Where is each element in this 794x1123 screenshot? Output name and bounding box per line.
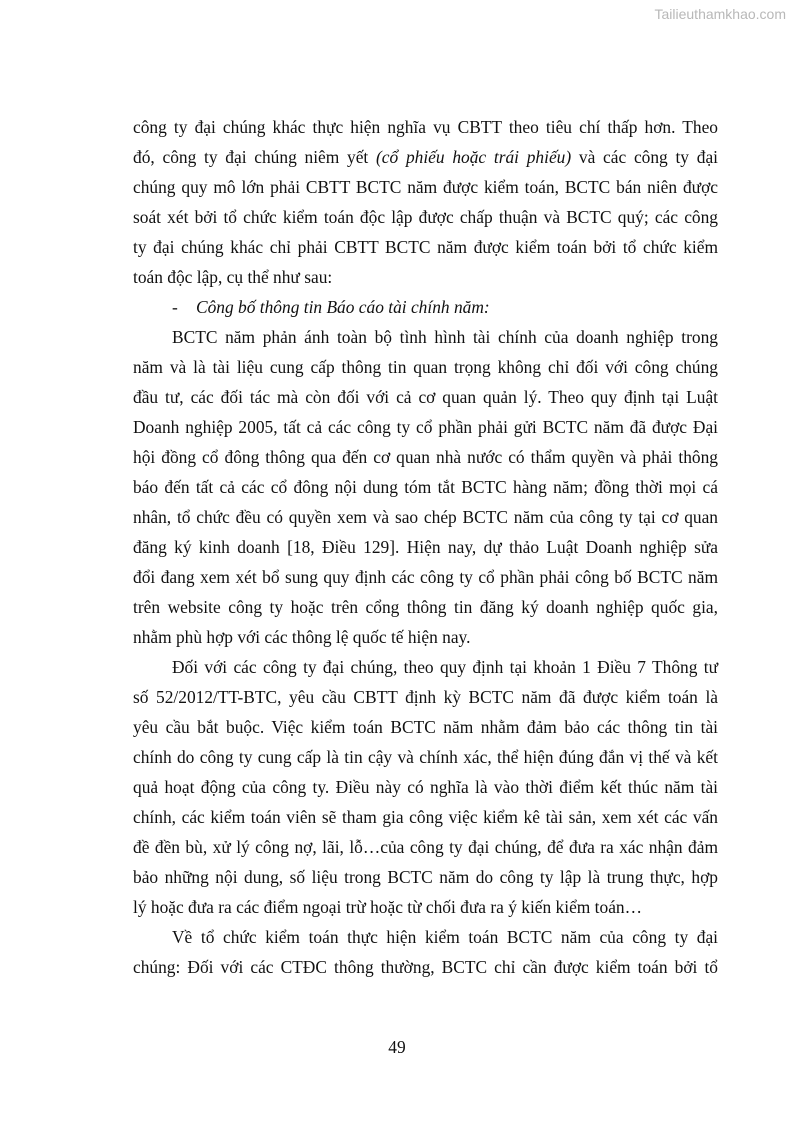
text-line [133,746,718,768]
line-text: soát xét bởi tổ chức kiểm toán độc lập được chấp thuận và BCTC quý; các công [133,207,718,227]
line-text: đầu tư, các đối tác mà còn đối với cả cơ quan quản lý. Theo quy định tại Luật [133,387,718,407]
line-text: số 52/2012/TT-BTC, yêu cầu CBTT định kỳ BCTC năm đã được kiểm toán là [133,687,718,707]
line-text: lý hoặc đưa ra các điểm ngoại trừ hoặc từ chối đưa ra ý kiến kiểm toán… [133,897,642,917]
text-line [133,506,718,528]
line-text: toán độc lập, cụ thể như sau: [133,267,333,287]
line-text: trên website công ty hoặc trên cổng thông tin đăng ký doanh nghiệp quốc gia, [133,597,718,617]
line-text: nhằm phù hợp với các thông lệ quốc tế hiện nay. [133,627,471,647]
line-text: bảo những nội dung, số liệu trong BCTC năm do công ty lập là trung thực, hợp [133,867,718,887]
italic-text: (cổ phiếu hoặc trái phiếu) [376,147,572,167]
text-line [133,776,718,798]
text-line [133,866,718,888]
line-text: báo đến tất cả các cổ đông nội dung tóm tắt BCTC hàng năm; đồng thời mọi cá [133,477,718,497]
text-line [133,536,718,558]
line-text: đăng ký kinh doanh [18, Điều 129]. Hiện nay, dự thảo Luật Doanh nghiệp sửa [133,537,718,557]
line-text: đề đền bù, xử lý công nợ, lãi, lỗ…của công ty đại chúng, để đưa ra xác nhận đảm [133,837,718,857]
page-number: 49 [388,1037,406,1057]
text-line [133,806,718,828]
line-text: đổi đang xem xét bổ sung quy định các công ty cổ phần phải công bố BCTC năm [133,567,718,587]
line-text: Doanh nghiệp 2005, tất cả các công ty cổ phần phải gửi BCTC năm đã được Đại [133,417,718,437]
text-line [133,206,718,228]
watermark: Tailieuthamkhao.com [654,6,786,22]
line-text: Về tổ chức kiểm toán thực hiện kiểm toán BCTC năm của công ty đại [172,927,718,947]
line-text: và các công ty đại [571,147,718,167]
text-line [172,926,718,948]
text-line [133,716,718,738]
text-line [172,656,718,678]
text-line [133,116,718,138]
line-text: BCTC năm phản ánh toàn bộ tình hình tài chính của doanh nghiệp trong [172,327,718,347]
text-line [133,476,718,498]
text-line [133,146,718,168]
text-line [133,686,718,708]
line-text: chúng quy mô lớn phải CBTT BCTC năm được kiểm toán, BCTC bán niên được [133,177,718,197]
text-line [133,626,718,648]
text-line [133,356,718,378]
text-line [133,236,718,258]
line-text: đó, công ty đại chúng niêm yết [133,147,376,167]
line-text: nhân, tổ chức đều có quyền xem và sao chép BCTC năm của công ty tại cơ quan [133,507,718,527]
line-text: năm và là tài liệu cung cấp thông tin quan trọng không chỉ đối với công chúng [133,357,718,377]
line-text: chúng: Đối với các CTĐC thông thường, BCTC chỉ cần được kiểm toán bởi tổ [133,957,718,977]
text-line [133,596,718,618]
line-text: - [172,297,178,317]
line-text: hội đồng cổ đông thông qua đến cơ quan nhà nước có thẩm quyền và phải thông [133,447,718,467]
line-text: quả hoạt động của công ty. Điều này có nghĩa là vào thời điểm kết thúc năm tài [133,777,718,797]
text-line [172,326,718,348]
text-line [133,446,718,468]
text-line [133,956,718,978]
text-line [133,176,718,198]
text-line [133,896,718,918]
line-text: công ty đại chúng khác thực hiện nghĩa vụ CBTT theo tiêu chí thấp hơn. Theo [133,117,718,137]
line-text: chính, các kiểm toán viên sẽ tham gia công việc kiểm kê tài sản, xem xét các vấn [133,807,718,827]
text-line [133,386,718,408]
text-line [133,836,718,858]
text-line [172,296,718,318]
text-line [133,416,718,438]
italic-text: Công bố thông tin Báo cáo tài chính năm: [196,297,490,317]
text-line [133,566,718,588]
line-text: Đối với các công ty đại chúng, theo quy định tại khoản 1 Điều 7 Thông tư [172,657,718,677]
text-line [133,266,718,288]
line-text: yêu cầu bắt buộc. Việc kiểm toán BCTC năm nhằm đảm bảo các thông tin tài [133,717,718,737]
line-text: chính do công ty cung cấp là tin cậy và chính xác, thể hiện đúng đắn vị thế và kết [133,747,718,767]
line-text: ty đại chúng khác chỉ phải CBTT BCTC năm được kiểm toán bởi tổ chức kiểm [133,237,718,257]
